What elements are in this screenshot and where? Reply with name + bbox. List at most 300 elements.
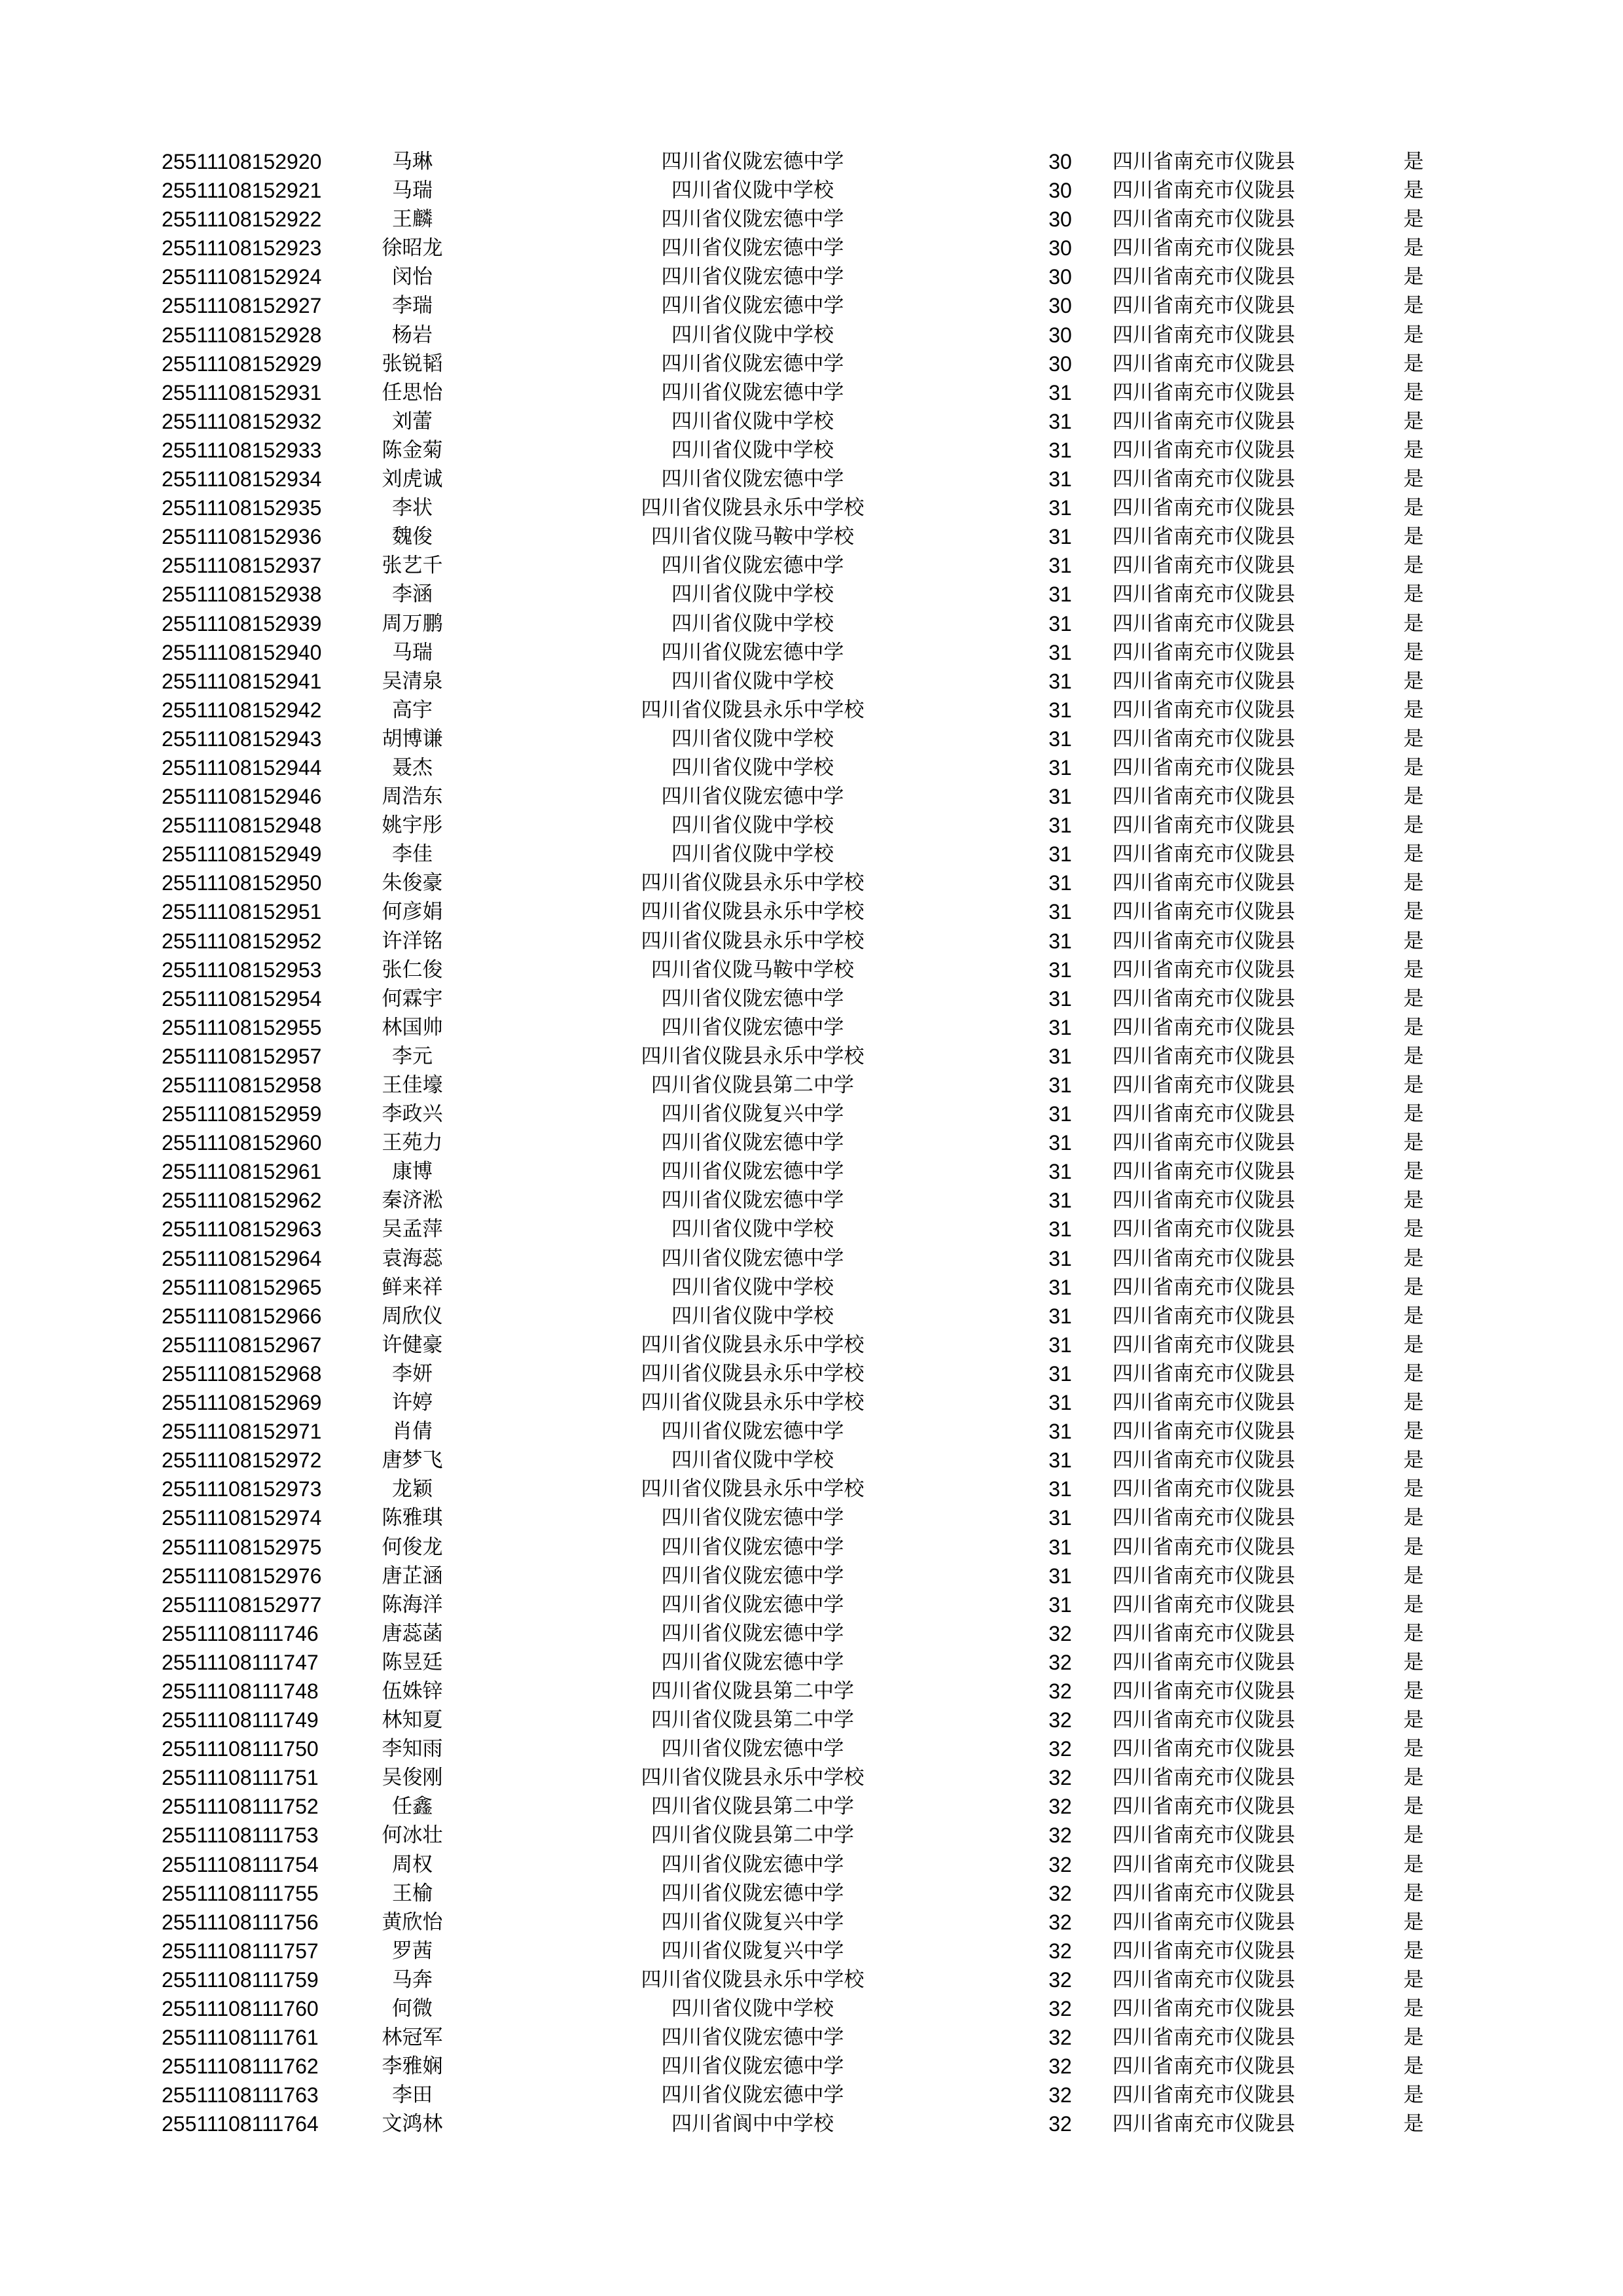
status-flag: 是 xyxy=(1403,1621,1424,1645)
school-name: 四川省仪陇宏德中学 xyxy=(661,1852,844,1876)
registration-number: 25511108152922 xyxy=(162,207,322,232)
student-name: 朱俊豪 xyxy=(382,871,443,895)
registration-number: 25511108152974 xyxy=(162,1506,322,1530)
registration-number: 25511108152973 xyxy=(162,1477,322,1501)
table-row xyxy=(0,1763,1623,1792)
table-row xyxy=(0,234,1623,262)
registration-number: 25511108152927 xyxy=(162,294,322,318)
school-name: 四川省仪陇县永乐中学校 xyxy=(641,698,865,722)
table-row xyxy=(0,956,1623,984)
status-flag: 是 xyxy=(1403,958,1424,982)
table-row xyxy=(0,1273,1623,1302)
school-name: 四川省仪陇宏德中学 xyxy=(661,351,844,376)
status-flag: 是 xyxy=(1403,294,1424,318)
status-flag: 是 xyxy=(1403,351,1424,376)
school-name: 四川省仪陇县第二中学 xyxy=(651,1679,854,1703)
table-row xyxy=(0,1792,1623,1821)
region-name: 四川省南充市仪陇县 xyxy=(1113,380,1295,404)
student-name: 唐梦飞 xyxy=(382,1448,443,1473)
status-flag: 是 xyxy=(1403,1737,1424,1761)
rank-value: 32 xyxy=(1048,1795,1072,1819)
region-name: 四川省南充市仪陇县 xyxy=(1113,755,1295,780)
table-row xyxy=(0,1734,1623,1763)
region-name: 四川省南充市仪陇县 xyxy=(1113,1160,1295,1184)
status-flag: 是 xyxy=(1403,207,1424,232)
student-name: 马琳 xyxy=(392,150,433,173)
student-name: 肖倩 xyxy=(392,1420,433,1444)
region-name: 四川省南充市仪陇县 xyxy=(1113,1246,1295,1270)
rank-value: 32 xyxy=(1048,1997,1072,2020)
registration-number: 25511108111754 xyxy=(162,1852,319,1876)
registration-number: 25511108152935 xyxy=(162,496,322,520)
school-name: 四川省仪陇宏德中学 xyxy=(661,640,844,664)
school-name: 四川省仪陇县永乐中学校 xyxy=(641,1967,865,1992)
student-name: 马奔 xyxy=(392,1967,433,1992)
region-name: 四川省南充市仪陇县 xyxy=(1113,1564,1295,1588)
student-name: 何冰壮 xyxy=(382,1823,443,1848)
school-name: 四川省仪陇县永乐中学校 xyxy=(641,1766,865,1790)
region-name: 四川省南充市仪陇县 xyxy=(1113,986,1295,1011)
registration-number: 25511108152939 xyxy=(162,611,322,636)
status-flag: 是 xyxy=(1403,179,1424,203)
school-name: 四川省仪陇宏德中学 xyxy=(661,380,844,404)
status-flag: 是 xyxy=(1403,554,1424,578)
table-row xyxy=(0,984,1623,1013)
table-row xyxy=(0,1388,1623,1417)
table-row xyxy=(0,1417,1623,1446)
student-name: 许婷 xyxy=(392,1391,433,1415)
rank-value: 31 xyxy=(1048,698,1072,722)
student-name: 吴孟萍 xyxy=(382,1217,443,1242)
student-name: 闵怡 xyxy=(392,265,433,289)
registration-number: 25511108111746 xyxy=(162,1621,319,1645)
rank-value: 31 xyxy=(1048,958,1072,982)
region-name: 四川省南充市仪陇县 xyxy=(1113,1621,1295,1645)
rank-value: 31 xyxy=(1048,814,1072,838)
region-name: 四川省南充市仪陇县 xyxy=(1113,2054,1295,2079)
status-flag: 是 xyxy=(1403,265,1424,289)
school-name: 四川省仪陇宏德中学 xyxy=(661,1246,844,1270)
student-name: 马瑞 xyxy=(392,179,433,203)
region-name: 四川省南充市仪陇县 xyxy=(1113,1102,1295,1126)
table-row xyxy=(0,2023,1623,2052)
rank-value: 31 xyxy=(1048,1304,1072,1328)
school-name: 四川省仪陇宏德中学 xyxy=(661,2083,844,2108)
registration-number: 25511108152931 xyxy=(162,380,322,404)
student-name: 李妍 xyxy=(392,1361,433,1386)
rank-value: 32 xyxy=(1048,2026,1072,2050)
table-row xyxy=(0,493,1623,522)
table-row xyxy=(0,1128,1623,1157)
status-flag: 是 xyxy=(1403,1333,1424,1357)
region-name: 四川省南充市仪陇县 xyxy=(1113,179,1295,203)
rank-value: 32 xyxy=(1048,1737,1072,1761)
school-name: 四川省阆中中学校 xyxy=(671,2112,834,2136)
school-name: 四川省仪陇县第二中学 xyxy=(651,1823,854,1848)
registration-number: 25511108111760 xyxy=(162,1997,319,2020)
status-flag: 是 xyxy=(1403,726,1424,751)
table-row xyxy=(0,609,1623,638)
region-name: 四川省南充市仪陇县 xyxy=(1113,1333,1295,1357)
table-row xyxy=(0,465,1623,493)
region-name: 四川省南充市仪陇县 xyxy=(1113,1015,1295,1039)
student-name: 许洋铭 xyxy=(382,929,443,953)
status-flag: 是 xyxy=(1403,1967,1424,1992)
status-flag: 是 xyxy=(1403,1391,1424,1415)
school-name: 四川省仪陇中学校 xyxy=(671,611,834,636)
student-name: 罗茜 xyxy=(392,1939,433,1963)
student-name: 伍姝锌 xyxy=(382,1679,443,1703)
rank-value: 32 xyxy=(1048,2112,1072,2136)
student-name: 陈昱廷 xyxy=(382,1650,443,1674)
school-name: 四川省仪陇宏德中学 xyxy=(661,1189,844,1213)
registration-number: 25511108152946 xyxy=(162,785,322,809)
status-flag: 是 xyxy=(1403,525,1424,549)
registration-number: 25511108111749 xyxy=(162,1708,319,1732)
rank-value: 31 xyxy=(1048,611,1072,636)
status-flag: 是 xyxy=(1403,1910,1424,1934)
rank-value: 32 xyxy=(1048,1881,1072,1905)
school-name: 四川省仪陇宏德中学 xyxy=(661,1131,844,1155)
registration-number: 25511108152929 xyxy=(162,351,322,376)
status-flag: 是 xyxy=(1403,409,1424,433)
registration-number: 25511108152971 xyxy=(162,1420,322,1444)
rank-value: 31 xyxy=(1048,496,1072,520)
region-name: 四川省南充市仪陇县 xyxy=(1113,640,1295,664)
rank-value: 31 xyxy=(1048,1361,1072,1386)
student-name: 马瑞 xyxy=(392,640,433,664)
table-row xyxy=(0,2081,1623,2109)
student-name: 张仁俊 xyxy=(382,958,443,982)
status-flag: 是 xyxy=(1403,1189,1424,1213)
school-name: 四川省仪陇县永乐中学校 xyxy=(641,900,865,924)
status-flag: 是 xyxy=(1403,1073,1424,1097)
student-name: 刘虎诚 xyxy=(382,467,443,492)
student-name: 康博 xyxy=(392,1160,433,1184)
rank-value: 32 xyxy=(1048,1910,1072,1934)
student-name: 李佳 xyxy=(392,842,433,867)
rank-value: 31 xyxy=(1048,1044,1072,1068)
registration-number: 25511108111755 xyxy=(162,1881,319,1905)
registration-number: 25511108152963 xyxy=(162,1217,322,1242)
table-row xyxy=(0,1677,1623,1706)
status-flag: 是 xyxy=(1403,1015,1424,1039)
status-flag: 是 xyxy=(1403,1852,1424,1876)
table-row xyxy=(0,1821,1623,1850)
student-name: 王榆 xyxy=(392,1881,433,1905)
student-name: 林国帅 xyxy=(382,1015,443,1039)
status-flag: 是 xyxy=(1403,900,1424,924)
region-name: 四川省南充市仪陇县 xyxy=(1113,785,1295,809)
student-name: 秦济淞 xyxy=(382,1189,443,1213)
region-name: 四川省南充市仪陇县 xyxy=(1113,1650,1295,1674)
school-name: 四川省仪陇县永乐中学校 xyxy=(641,1477,865,1501)
region-name: 四川省南充市仪陇县 xyxy=(1113,698,1295,722)
school-name: 四川省仪陇宏德中学 xyxy=(661,1160,844,1184)
school-name: 四川省仪陇宏德中学 xyxy=(661,150,844,173)
student-name: 吴俊刚 xyxy=(382,1766,443,1790)
table-row xyxy=(0,811,1623,840)
rank-value: 31 xyxy=(1048,1015,1072,1039)
rank-value: 31 xyxy=(1048,467,1072,492)
student-name: 李政兴 xyxy=(382,1102,443,1126)
region-name: 四川省南充市仪陇县 xyxy=(1113,1737,1295,1761)
region-name: 四川省南充市仪陇县 xyxy=(1113,1217,1295,1242)
student-name: 聂杰 xyxy=(392,755,433,780)
region-name: 四川省南充市仪陇县 xyxy=(1113,958,1295,982)
status-flag: 是 xyxy=(1403,1275,1424,1299)
status-flag: 是 xyxy=(1403,2054,1424,2079)
region-name: 四川省南充市仪陇县 xyxy=(1113,1073,1295,1097)
status-flag: 是 xyxy=(1403,986,1424,1011)
school-name: 四川省仪陇县第二中学 xyxy=(651,1795,854,1819)
rank-value: 32 xyxy=(1048,1708,1072,1732)
status-flag: 是 xyxy=(1403,496,1424,520)
region-name: 四川省南充市仪陇县 xyxy=(1113,842,1295,867)
student-name: 陈金菊 xyxy=(382,438,443,462)
region-name: 四川省南充市仪陇县 xyxy=(1113,409,1295,433)
school-name: 四川省仪陇宏德中学 xyxy=(661,236,844,260)
registration-number: 25511108152954 xyxy=(162,986,322,1011)
rank-value: 32 xyxy=(1048,2054,1072,2079)
registration-number: 25511108111757 xyxy=(162,1939,319,1963)
region-name: 四川省南充市仪陇县 xyxy=(1113,929,1295,953)
table-row xyxy=(0,350,1623,378)
region-name: 四川省南充市仪陇县 xyxy=(1113,1477,1295,1501)
student-name: 任鑫 xyxy=(392,1795,433,1819)
status-flag: 是 xyxy=(1403,323,1424,347)
rank-value: 31 xyxy=(1048,640,1072,664)
region-name: 四川省南充市仪陇县 xyxy=(1113,1823,1295,1848)
registration-number: 25511108152976 xyxy=(162,1564,322,1588)
student-name: 任思怡 xyxy=(382,380,443,404)
student-name: 王佳壕 xyxy=(382,1073,443,1097)
table-row xyxy=(0,927,1623,956)
status-flag: 是 xyxy=(1403,583,1424,607)
table-row xyxy=(0,696,1623,725)
status-flag: 是 xyxy=(1403,438,1424,462)
table-row xyxy=(0,897,1623,926)
table-row xyxy=(0,1100,1623,1128)
student-name: 高宇 xyxy=(392,698,433,722)
region-name: 四川省南充市仪陇县 xyxy=(1113,1939,1295,1963)
registration-number: 25511108152966 xyxy=(162,1304,322,1328)
rank-value: 31 xyxy=(1048,785,1072,809)
region-name: 四川省南充市仪陇县 xyxy=(1113,1592,1295,1617)
rank-value: 31 xyxy=(1048,871,1072,895)
school-name: 四川省仪陇宏德中学 xyxy=(661,785,844,809)
rank-value: 31 xyxy=(1048,726,1072,751)
status-flag: 是 xyxy=(1403,1881,1424,1905)
status-flag: 是 xyxy=(1403,236,1424,260)
school-name: 四川省仪陇县永乐中学校 xyxy=(641,1391,865,1415)
status-flag: 是 xyxy=(1403,467,1424,492)
region-name: 四川省南充市仪陇县 xyxy=(1113,1275,1295,1299)
student-name: 姚宇彤 xyxy=(382,814,443,838)
rank-value: 30 xyxy=(1048,150,1072,173)
school-name: 四川省仪陇县永乐中学校 xyxy=(641,929,865,953)
table-row xyxy=(0,1071,1623,1100)
rank-value: 32 xyxy=(1048,1621,1072,1645)
region-name: 四川省南充市仪陇县 xyxy=(1113,467,1295,492)
student-name: 陈海洋 xyxy=(382,1592,443,1617)
rank-value: 32 xyxy=(1048,1967,1072,1992)
table-row xyxy=(0,1648,1623,1677)
table-row xyxy=(0,176,1623,205)
rank-value: 31 xyxy=(1048,409,1072,433)
rank-value: 31 xyxy=(1048,1420,1072,1444)
rank-value: 31 xyxy=(1048,1160,1072,1184)
rank-value: 31 xyxy=(1048,1592,1072,1617)
region-name: 四川省南充市仪陇县 xyxy=(1113,1391,1295,1415)
status-flag: 是 xyxy=(1403,1131,1424,1155)
region-name: 四川省南充市仪陇县 xyxy=(1113,525,1295,549)
school-name: 四川省仪陇宏德中学 xyxy=(661,1420,844,1444)
rank-value: 31 xyxy=(1048,1246,1072,1270)
region-name: 四川省南充市仪陇县 xyxy=(1113,1910,1295,1934)
table-row xyxy=(0,2052,1623,2081)
school-name: 四川省仪陇复兴中学 xyxy=(661,1102,844,1126)
student-name: 胡博谦 xyxy=(382,726,443,751)
school-name: 四川省仪陇宏德中学 xyxy=(661,1621,844,1645)
region-name: 四川省南充市仪陇县 xyxy=(1113,1795,1295,1819)
table-row xyxy=(0,638,1623,667)
school-name: 四川省仪陇中学校 xyxy=(671,438,834,462)
student-name: 吴清泉 xyxy=(382,669,443,693)
student-name: 王苑力 xyxy=(382,1131,443,1155)
student-name: 杨岩 xyxy=(392,323,433,347)
region-name: 四川省南充市仪陇县 xyxy=(1113,1766,1295,1790)
rank-value: 32 xyxy=(1048,1852,1072,1876)
region-name: 四川省南充市仪陇县 xyxy=(1113,1044,1295,1068)
student-name: 黄欣怡 xyxy=(382,1910,443,1934)
table-row xyxy=(0,1619,1623,1648)
rank-value: 31 xyxy=(1048,1506,1072,1530)
school-name: 四川省仪陇中学校 xyxy=(671,583,834,607)
school-name: 四川省仪陇宏德中学 xyxy=(661,986,844,1011)
rank-value: 31 xyxy=(1048,1275,1072,1299)
registration-number: 25511108152938 xyxy=(162,583,322,607)
table-row xyxy=(0,840,1623,869)
status-flag: 是 xyxy=(1403,1361,1424,1386)
status-flag: 是 xyxy=(1403,1304,1424,1328)
table-row xyxy=(0,1042,1623,1071)
table-row xyxy=(0,869,1623,897)
table-row xyxy=(0,667,1623,696)
table-row xyxy=(0,262,1623,291)
region-name: 四川省南充市仪陇县 xyxy=(1113,1131,1295,1155)
student-name: 林知夏 xyxy=(382,1708,443,1732)
registration-number: 25511108111764 xyxy=(162,2112,319,2136)
rank-value: 31 xyxy=(1048,1131,1072,1155)
table-row xyxy=(0,522,1623,551)
table-row xyxy=(0,1157,1623,1186)
rank-value: 31 xyxy=(1048,1448,1072,1473)
registration-number: 25511108152933 xyxy=(162,438,322,462)
registration-number: 25511108152923 xyxy=(162,236,322,260)
region-name: 四川省南充市仪陇县 xyxy=(1113,611,1295,636)
status-flag: 是 xyxy=(1403,669,1424,693)
student-name: 鲜来祥 xyxy=(382,1275,443,1299)
status-flag: 是 xyxy=(1403,1997,1424,2020)
school-name: 四川省仪陇宏德中学 xyxy=(661,2054,844,2079)
student-name: 李涵 xyxy=(392,583,433,607)
student-name: 文鸿林 xyxy=(382,2112,443,2136)
rank-value: 31 xyxy=(1048,1391,1072,1415)
rank-value: 31 xyxy=(1048,842,1072,867)
status-flag: 是 xyxy=(1403,1044,1424,1068)
region-name: 四川省南充市仪陇县 xyxy=(1113,207,1295,232)
table-row xyxy=(0,321,1623,350)
rank-value: 30 xyxy=(1048,265,1072,289)
region-name: 四川省南充市仪陇县 xyxy=(1113,669,1295,693)
student-name: 李田 xyxy=(392,2083,433,2108)
region-name: 四川省南充市仪陇县 xyxy=(1113,1881,1295,1905)
school-name: 四川省仪陇中学校 xyxy=(671,669,834,693)
registration-number: 25511108152924 xyxy=(162,265,322,289)
status-flag: 是 xyxy=(1403,1650,1424,1674)
student-name: 许健豪 xyxy=(382,1333,443,1357)
status-flag: 是 xyxy=(1403,1564,1424,1588)
region-name: 四川省南充市仪陇县 xyxy=(1113,2083,1295,2108)
status-flag: 是 xyxy=(1403,1102,1424,1126)
registration-number: 25511108152934 xyxy=(162,467,322,492)
table-row xyxy=(0,1562,1623,1590)
table-row xyxy=(0,1475,1623,1503)
status-flag: 是 xyxy=(1403,785,1424,809)
status-flag: 是 xyxy=(1403,611,1424,636)
status-flag: 是 xyxy=(1403,1766,1424,1790)
student-name: 张艺千 xyxy=(382,554,443,578)
status-flag: 是 xyxy=(1403,2083,1424,2108)
table-row xyxy=(0,1302,1623,1331)
registration-number: 25511108111763 xyxy=(162,2083,319,2108)
rank-value: 32 xyxy=(1048,1939,1072,1963)
table-row xyxy=(0,205,1623,234)
rank-value: 31 xyxy=(1048,1073,1072,1097)
region-name: 四川省南充市仪陇县 xyxy=(1113,1448,1295,1473)
rank-value: 31 xyxy=(1048,1477,1072,1501)
rank-value: 31 xyxy=(1048,669,1072,693)
region-name: 四川省南充市仪陇县 xyxy=(1113,2112,1295,2136)
rank-value: 31 xyxy=(1048,583,1072,607)
rank-value: 31 xyxy=(1048,1535,1072,1559)
school-name: 四川省仪陇宏德中学 xyxy=(661,1650,844,1674)
rank-value: 31 xyxy=(1048,554,1072,578)
rank-value: 30 xyxy=(1048,351,1072,376)
region-name: 四川省南充市仪陇县 xyxy=(1113,1535,1295,1559)
region-name: 四川省南充市仪陇县 xyxy=(1113,438,1295,462)
region-name: 四川省南充市仪陇县 xyxy=(1113,1304,1295,1328)
table-row xyxy=(0,378,1623,407)
student-name: 徐昭龙 xyxy=(382,236,443,260)
status-flag: 是 xyxy=(1403,1592,1424,1617)
registration-number: 25511108152928 xyxy=(162,323,322,347)
rank-value: 32 xyxy=(1048,1823,1072,1848)
registration-number: 25511108152920 xyxy=(162,150,322,173)
school-name: 四川省仪陇宏德中学 xyxy=(661,2026,844,2050)
table-row xyxy=(0,1879,1623,1908)
registration-number: 25511108111748 xyxy=(162,1679,319,1703)
rank-value: 31 xyxy=(1048,986,1072,1011)
student-name: 周权 xyxy=(392,1852,433,1876)
registration-number: 25511108152958 xyxy=(162,1073,322,1097)
status-flag: 是 xyxy=(1403,1506,1424,1530)
school-name: 四川省仪陇县永乐中学校 xyxy=(641,1044,865,1068)
registration-number: 25511108152959 xyxy=(162,1102,322,1126)
rank-value: 31 xyxy=(1048,1333,1072,1357)
table-row xyxy=(0,1215,1623,1244)
